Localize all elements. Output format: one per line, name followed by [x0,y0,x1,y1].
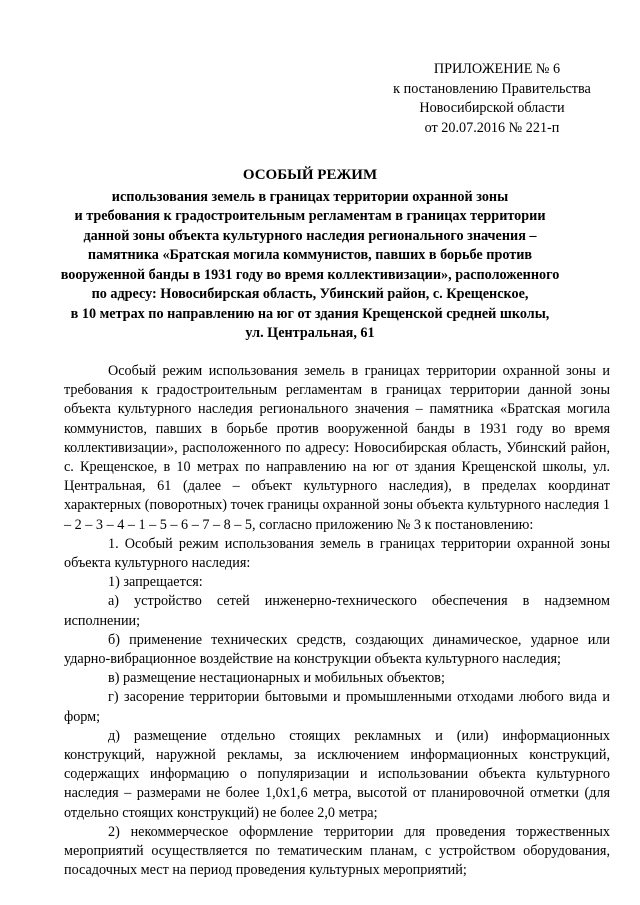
item-a-paragraph: а) устройство сетей инженерно-технического обеспечения в надземном исполнении; [64,593,610,629]
item-v-paragraph: в) размещение нестационарных и мобильных объектов; [108,670,445,687]
item-d-paragraph: д) размещение отдельно стоящих рекламных и (или) информационных конструкций, наружной рекламы, за исключением информационных конструкций, содержащих информацию о популяризации и использовании объекта культурного наследия – размерами не более 1,0х1,6 метра, высотой от планировочной отметки (для отдельно стоящих конструкций) не более 2,0 метра; [64,727,610,821]
title-line: вооруженной банды в 1931 году во время коллективизации», расположенного [60,266,560,283]
intro-paragraph: Особый режим использования земель в границах территории охранной зоны и требования к градостроительным регламентам в границах территории данной зоны объекта культурного наследия регионального значения – памятника «Братская могила коммунистов, павших в борьбе против вооруженной банды в 1931 году во время коллективизации», расположенного по адресу: Новосибирская область, Убинский район, с. Крещенское, в 10 метрах по направлению на юг от здания Крещенской школы, ул. Центральная, 61 (далее – объект культурного наследия), в пределах координат характерных (поворотных) точек границы охранной зоны объекта культурного наследия 1 – 2 – 3 – 4 – 1 – 5 – 6 – 7 – 8 – 5, согласно приложению № 3 к постановлению: [64,363,610,533]
appendix-region: Новосибирской области [419,100,565,116]
document-body [64,362,610,880]
title-line: памятника «Братская могила коммунистов, павших в борьбе против [87,247,533,263]
item-b-paragraph: б) применение технических средств, создающих динамическое, ударное или ударно-вибрационное воздействие на конструкции объекта культурного наследия; [64,631,610,668]
title-line: ул. Центральная, 61 [245,325,375,341]
item-1-1-paragraph: 1) запрещается: [108,574,203,591]
item-1-paragraph: 1. Особый режим использования земель в границах территории охранной зоны объекта культурного наследия: [64,535,610,572]
title-line: и требования к градостроительным регламентам в границах территории [74,208,546,224]
item-2-paragraph: 2) некоммерческое оформление территории для проведения торжественных мероприятий осуществляется по тематическим планам, с устройством оборудования, посадочных мест на период проведения культурных мероприятий; [64,823,610,879]
title-line: данной зоны объекта культурного наследия регионального значения – [83,227,537,244]
appendix-number: ПРИЛОЖЕНИЕ № 6 [433,61,561,77]
title-line: использования земель в границах территории охранной зоны [111,188,509,205]
document-title [60,166,560,344]
item-g-paragraph: г) засорение территории бытовыми и промышленными отходами любого вида и форм; [64,689,610,725]
title-line: по адресу: Новосибирская область, Убинский район, с. Крещенское, [91,286,529,302]
appendix-reference: к постановлению Правительства [393,80,591,97]
title-line: в 10 метрах по направлению на юг от здания Крещенской средней школы, [70,305,550,322]
appendix-date: от 20.07.2016 № 221-п [424,119,560,136]
appendix-header [372,60,612,138]
title-main: ОСОБЫЙ РЕЖИМ [242,167,378,183]
